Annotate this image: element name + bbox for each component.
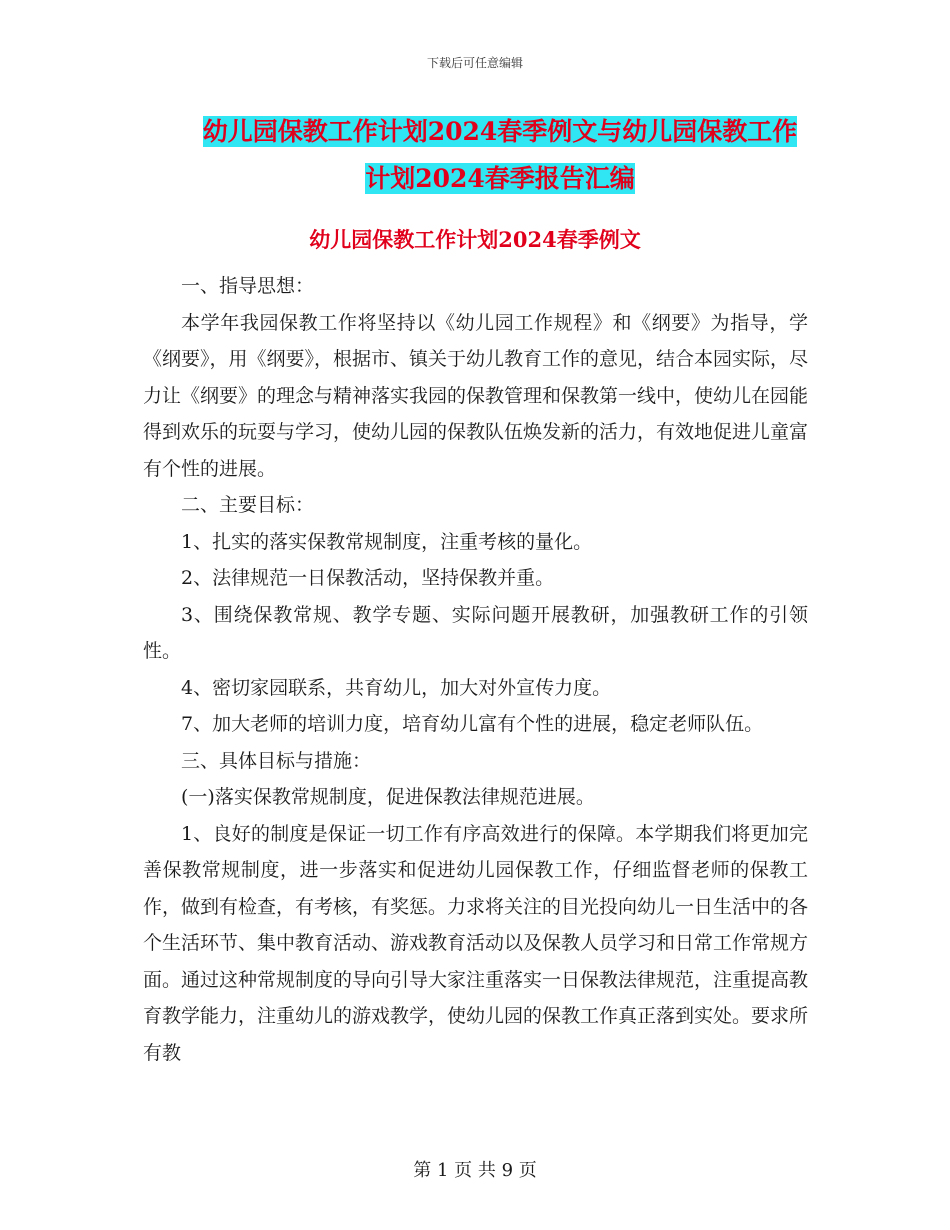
document-title-line-1: 幼儿园保教工作计划2024春季例文与幼儿园保教工作 [202, 117, 798, 146]
paragraph: 4、密切家园联系，共育幼儿，加大对外宣传力度。 [181, 676, 612, 699]
paragraph: (一)落实保教常规制度，促进保教法律规范进展。 [181, 786, 595, 808]
page-number-footer: 第 1 页 共 9 页 [413, 1160, 537, 1181]
document-title-line-2: 计划2024春季报告汇编 [365, 164, 635, 193]
paragraph: 2、法律规范一日保教活动，坚持保教并重。 [181, 567, 555, 589]
paragraph: 一、指导思想： [181, 275, 315, 297]
document-title [140, 108, 860, 202]
paragraph: 3、围绕保教常规、教学专题、实际问题开展教研，加强教研工作的引领性。 [143, 603, 808, 662]
paragraph: 二、主要目标： [181, 494, 315, 516]
paragraph: 三、具体目标与措施： [181, 749, 372, 772]
paragraph: 1、良好的制度是保证一切工作有序高效进行的保障。本学期我们将更加完善保教常规制度，进一步落实和促进幼儿园保教工作，仔细监督老师的保教工作，做到有检查，有考核，有奖惩。力求将关注的目光投向幼儿一日生活中的各个生活环节、集中教育活动、游戏教育活动以及保教人员学习和日常工作常规方面。通过这种常规制度的导向引导大家注重落实一日保教法律规范，注重提高教育教学能力，注重幼儿的游戏教学，使幼儿园的保教工作真正落到实处。要求所有教 [143, 822, 809, 1064]
document-body [143, 268, 808, 1071]
header-note: 下载后可任意编辑 [426, 56, 523, 70]
section-title: 幼儿园保教工作计划2024春季例文 [309, 227, 641, 252]
paragraph: 7、加大老师的培训力度，培育幼儿富有个性的进展，稳定老师队伍。 [181, 713, 764, 735]
paragraph: 1、扎实的落实保教常规制度，注重考核的量化。 [181, 530, 593, 553]
paragraph: 本学年我园保教工作将坚持以《幼儿园工作规程》和《纲要》为指导，学《纲要》，用《纲要》，根据市、镇关于幼儿教育工作的意见，结合本园实际，尽力让《纲要》的理念与精神落实我园的保教管理和保教第一线中，使幼儿在园能得到欢乐的玩耍与学习，使幼儿园的保教队伍焕发新的活力，有效地促进儿童富有个性的进展。 [143, 311, 809, 480]
